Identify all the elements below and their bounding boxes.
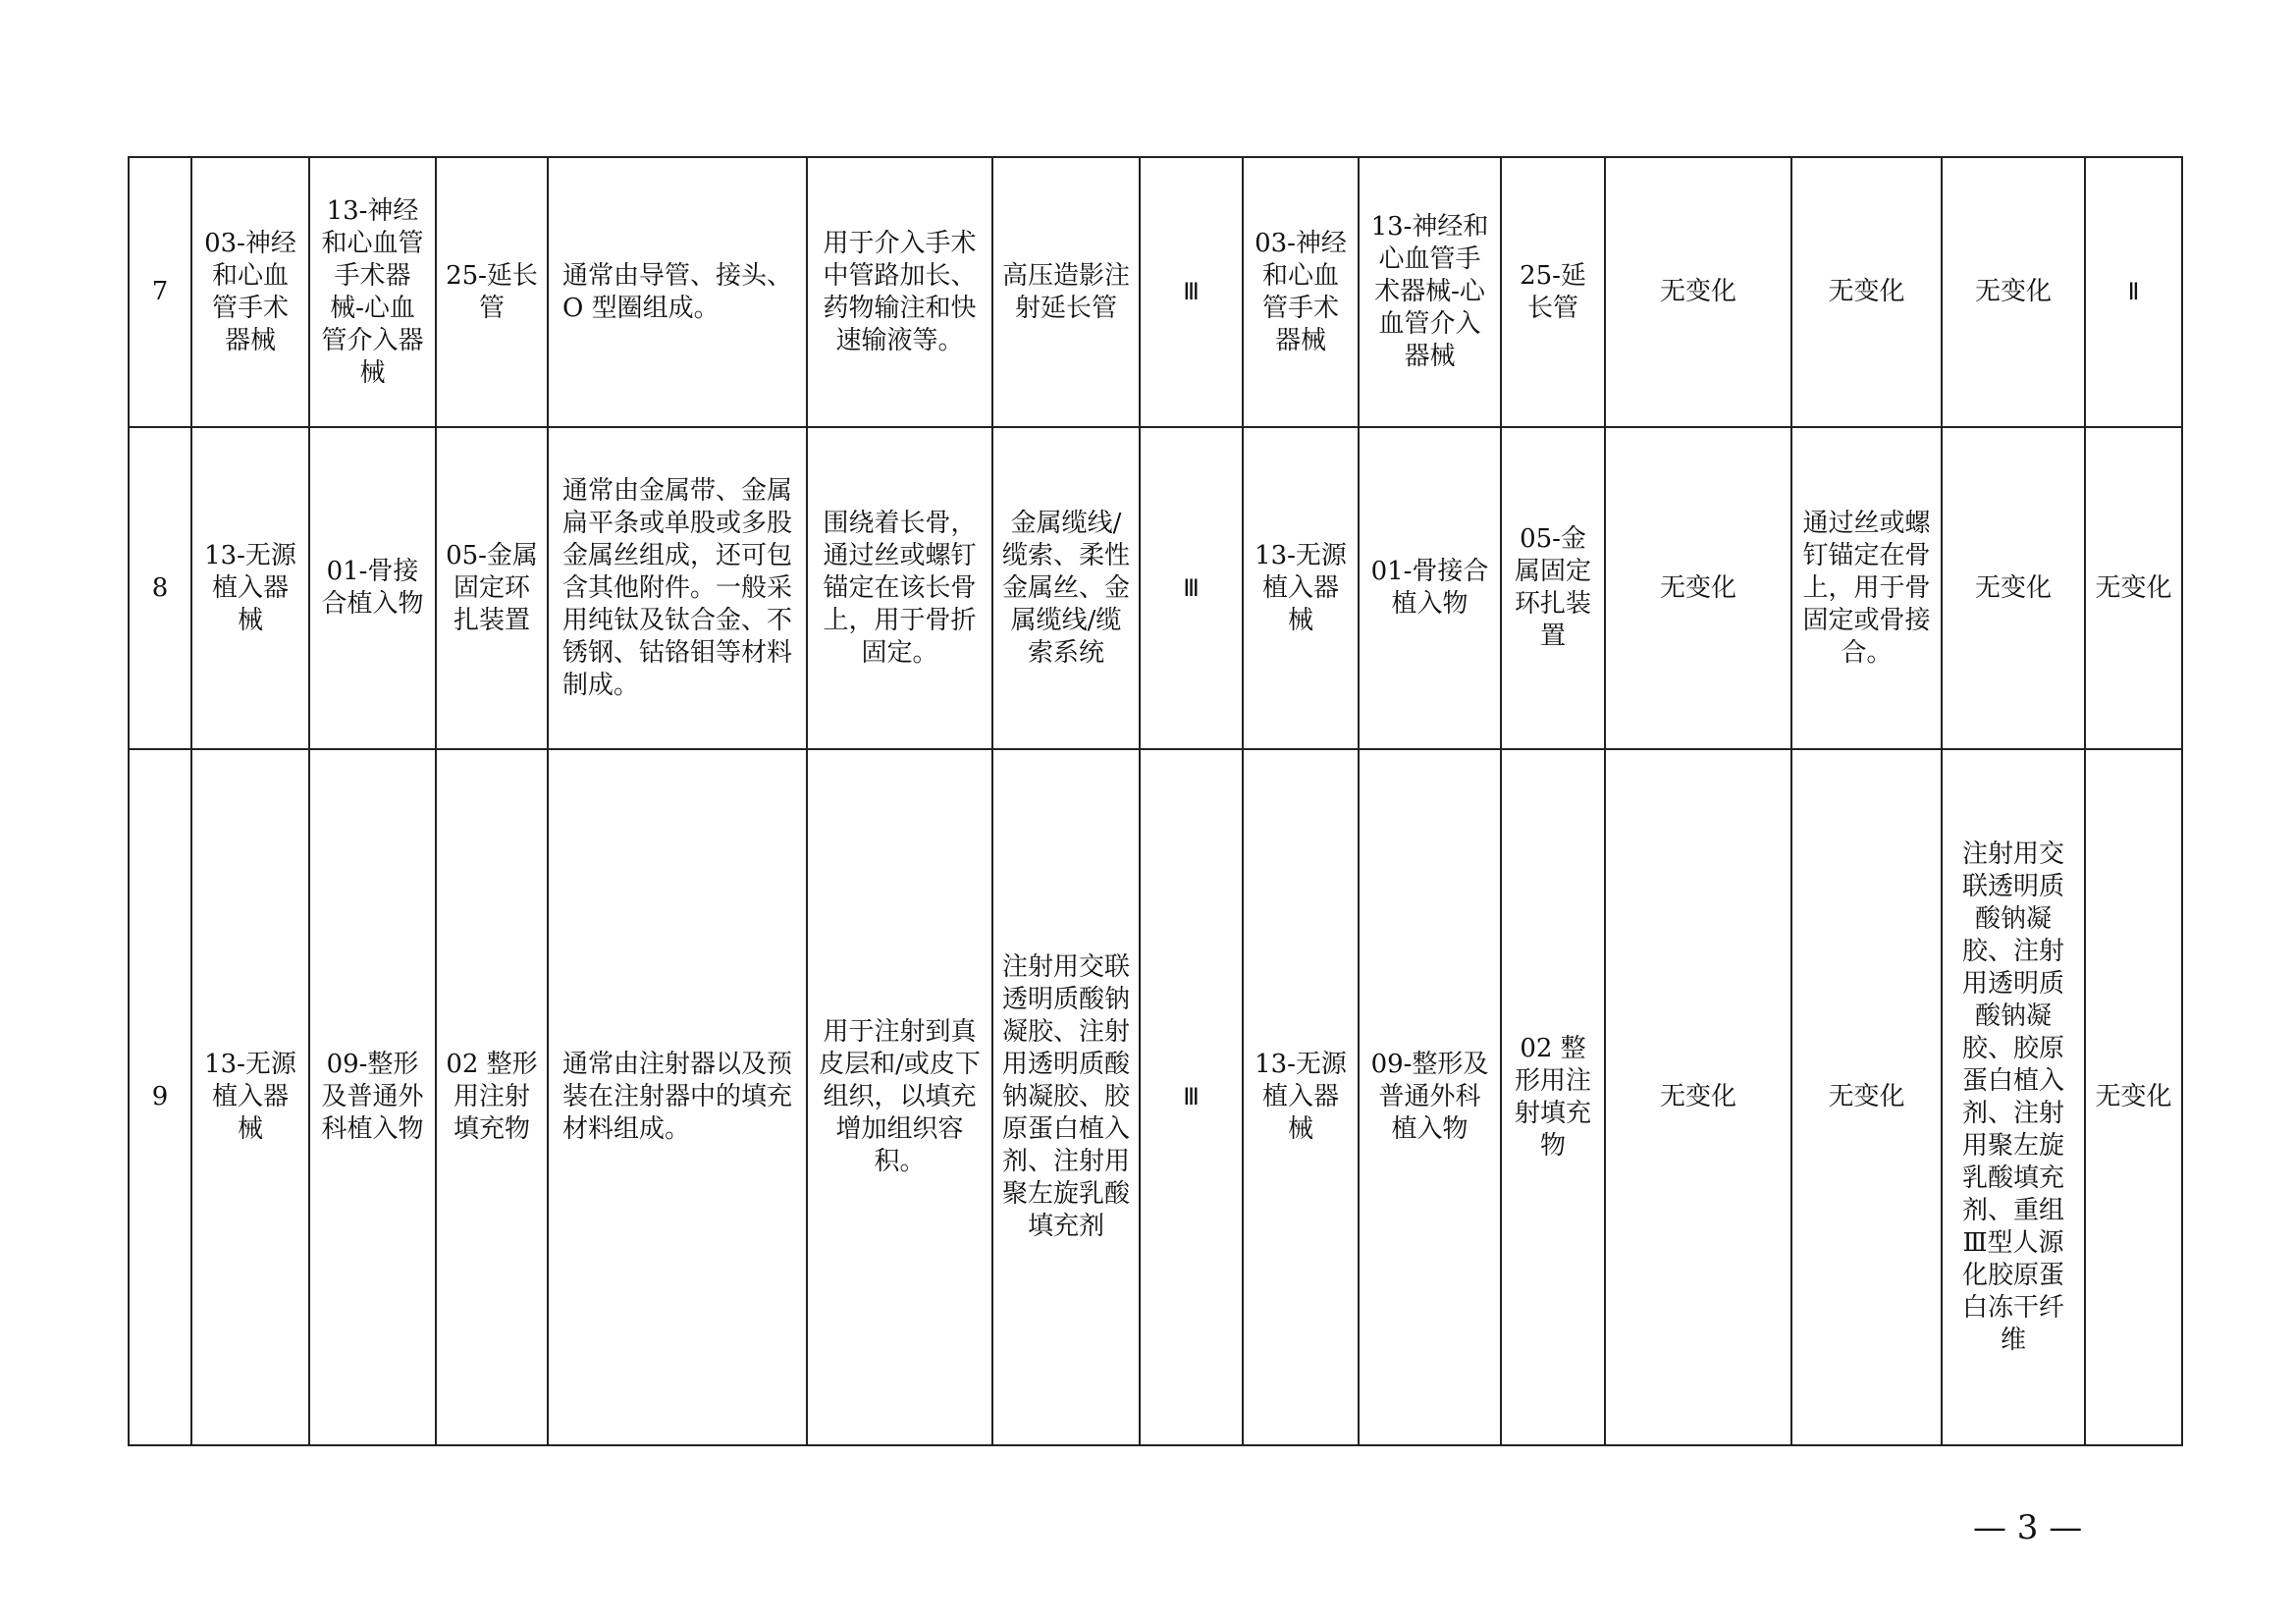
product-examples: 金属缆线/缆索、柔性金属丝、金属缆线/缆索系统 (992, 427, 1140, 749)
original-first-category: 13-无源植入器械 (191, 427, 309, 749)
new-level2-category: 25-延长管 (1501, 157, 1605, 427)
product-examples: 注射用交联透明质酸钠凝胶、注射用透明质酸钠凝胶、胶原蛋白植入剂、注射用聚左旋乳酸填充剂 (992, 749, 1140, 1445)
original-level2-category: 25-延长管 (436, 157, 548, 427)
new-management-class: 无变化 (2085, 427, 2182, 749)
original-level2-category: 02 整形用注射填充物 (436, 749, 548, 1445)
page-number: — 3 — (1973, 1508, 2083, 1547)
new-product-description: 无变化 (1605, 427, 1791, 749)
new-product-description: 无变化 (1605, 157, 1791, 427)
table-row (129, 427, 2182, 749)
new-first-category: 13-无源植入器械 (1243, 749, 1359, 1445)
original-level1-category: 01-骨接合植入物 (309, 427, 436, 749)
new-first-category: 03-神经和心血管手术器械 (1243, 157, 1359, 427)
product-description: 通常由注射器以及预装在注射器中的填充材料组成。 (548, 749, 807, 1445)
original-level1-category: 13-神经和心血管手术器械-心血管介入器械 (309, 157, 436, 427)
new-intended-use: 通过丝或螺钉锚定在骨上，用于骨固定或骨接合。 (1791, 427, 1942, 749)
intended-use: 用于介入手术中管路加长、药物输注和快速输液等。 (807, 157, 992, 427)
original-first-category: 03-神经和心血管手术器械 (191, 157, 309, 427)
new-level1-category: 13-神经和心血管手术器械-心血管介入器械 (1359, 157, 1501, 427)
original-management-class: Ⅲ (1140, 157, 1243, 427)
original-first-category: 13-无源植入器械 (191, 749, 309, 1445)
row-number: 7 (129, 157, 191, 427)
new-level1-category: 01-骨接合植入物 (1359, 427, 1501, 749)
row-number: 8 (129, 427, 191, 749)
product-description: 通常由金属带、金属扁平条或单股或多股金属丝组成，还可包含其他附件。一般采用纯钛及钛合金、不锈钢、钴铬钼等材料制成。 (548, 427, 807, 749)
new-management-class: Ⅱ (2085, 157, 2182, 427)
new-management-class: 无变化 (2085, 749, 2182, 1445)
original-management-class: Ⅲ (1140, 427, 1243, 749)
new-product-examples: 无变化 (1942, 427, 2085, 749)
table-row (129, 749, 2182, 1445)
new-level1-category: 09-整形及普通外科植入物 (1359, 749, 1501, 1445)
intended-use: 用于注射到真皮层和/或皮下组织，以填充增加组织容积。 (807, 749, 992, 1445)
new-first-category: 13-无源植入器械 (1243, 427, 1359, 749)
classification-table (128, 156, 2183, 1446)
product-examples: 高压造影注射延长管 (992, 157, 1140, 427)
table-row (129, 157, 2182, 427)
product-description: 通常由导管、接头、O 型圈组成。 (548, 157, 807, 427)
original-level2-category: 05-金属固定环扎装置 (436, 427, 548, 749)
row-number: 9 (129, 749, 191, 1445)
new-product-examples: 注射用交联透明质酸钠凝胶、注射用透明质酸钠凝胶、胶原蛋白植入剂、注射用聚左旋乳酸填充剂、重组Ⅲ型人源化胶原蛋白冻干纤维 (1942, 749, 2085, 1445)
new-intended-use: 无变化 (1791, 157, 1942, 427)
new-level2-category: 05-金属固定环扎装置 (1501, 427, 1605, 749)
original-level1-category: 09-整形及普通外科植入物 (309, 749, 436, 1445)
new-product-description: 无变化 (1605, 749, 1791, 1445)
new-product-examples: 无变化 (1942, 157, 2085, 427)
new-level2-category: 02 整形用注射填充物 (1501, 749, 1605, 1445)
new-intended-use: 无变化 (1791, 749, 1942, 1445)
original-management-class: Ⅲ (1140, 749, 1243, 1445)
intended-use: 围绕着长骨，通过丝或螺钉锚定在该长骨上，用于骨折固定。 (807, 427, 992, 749)
